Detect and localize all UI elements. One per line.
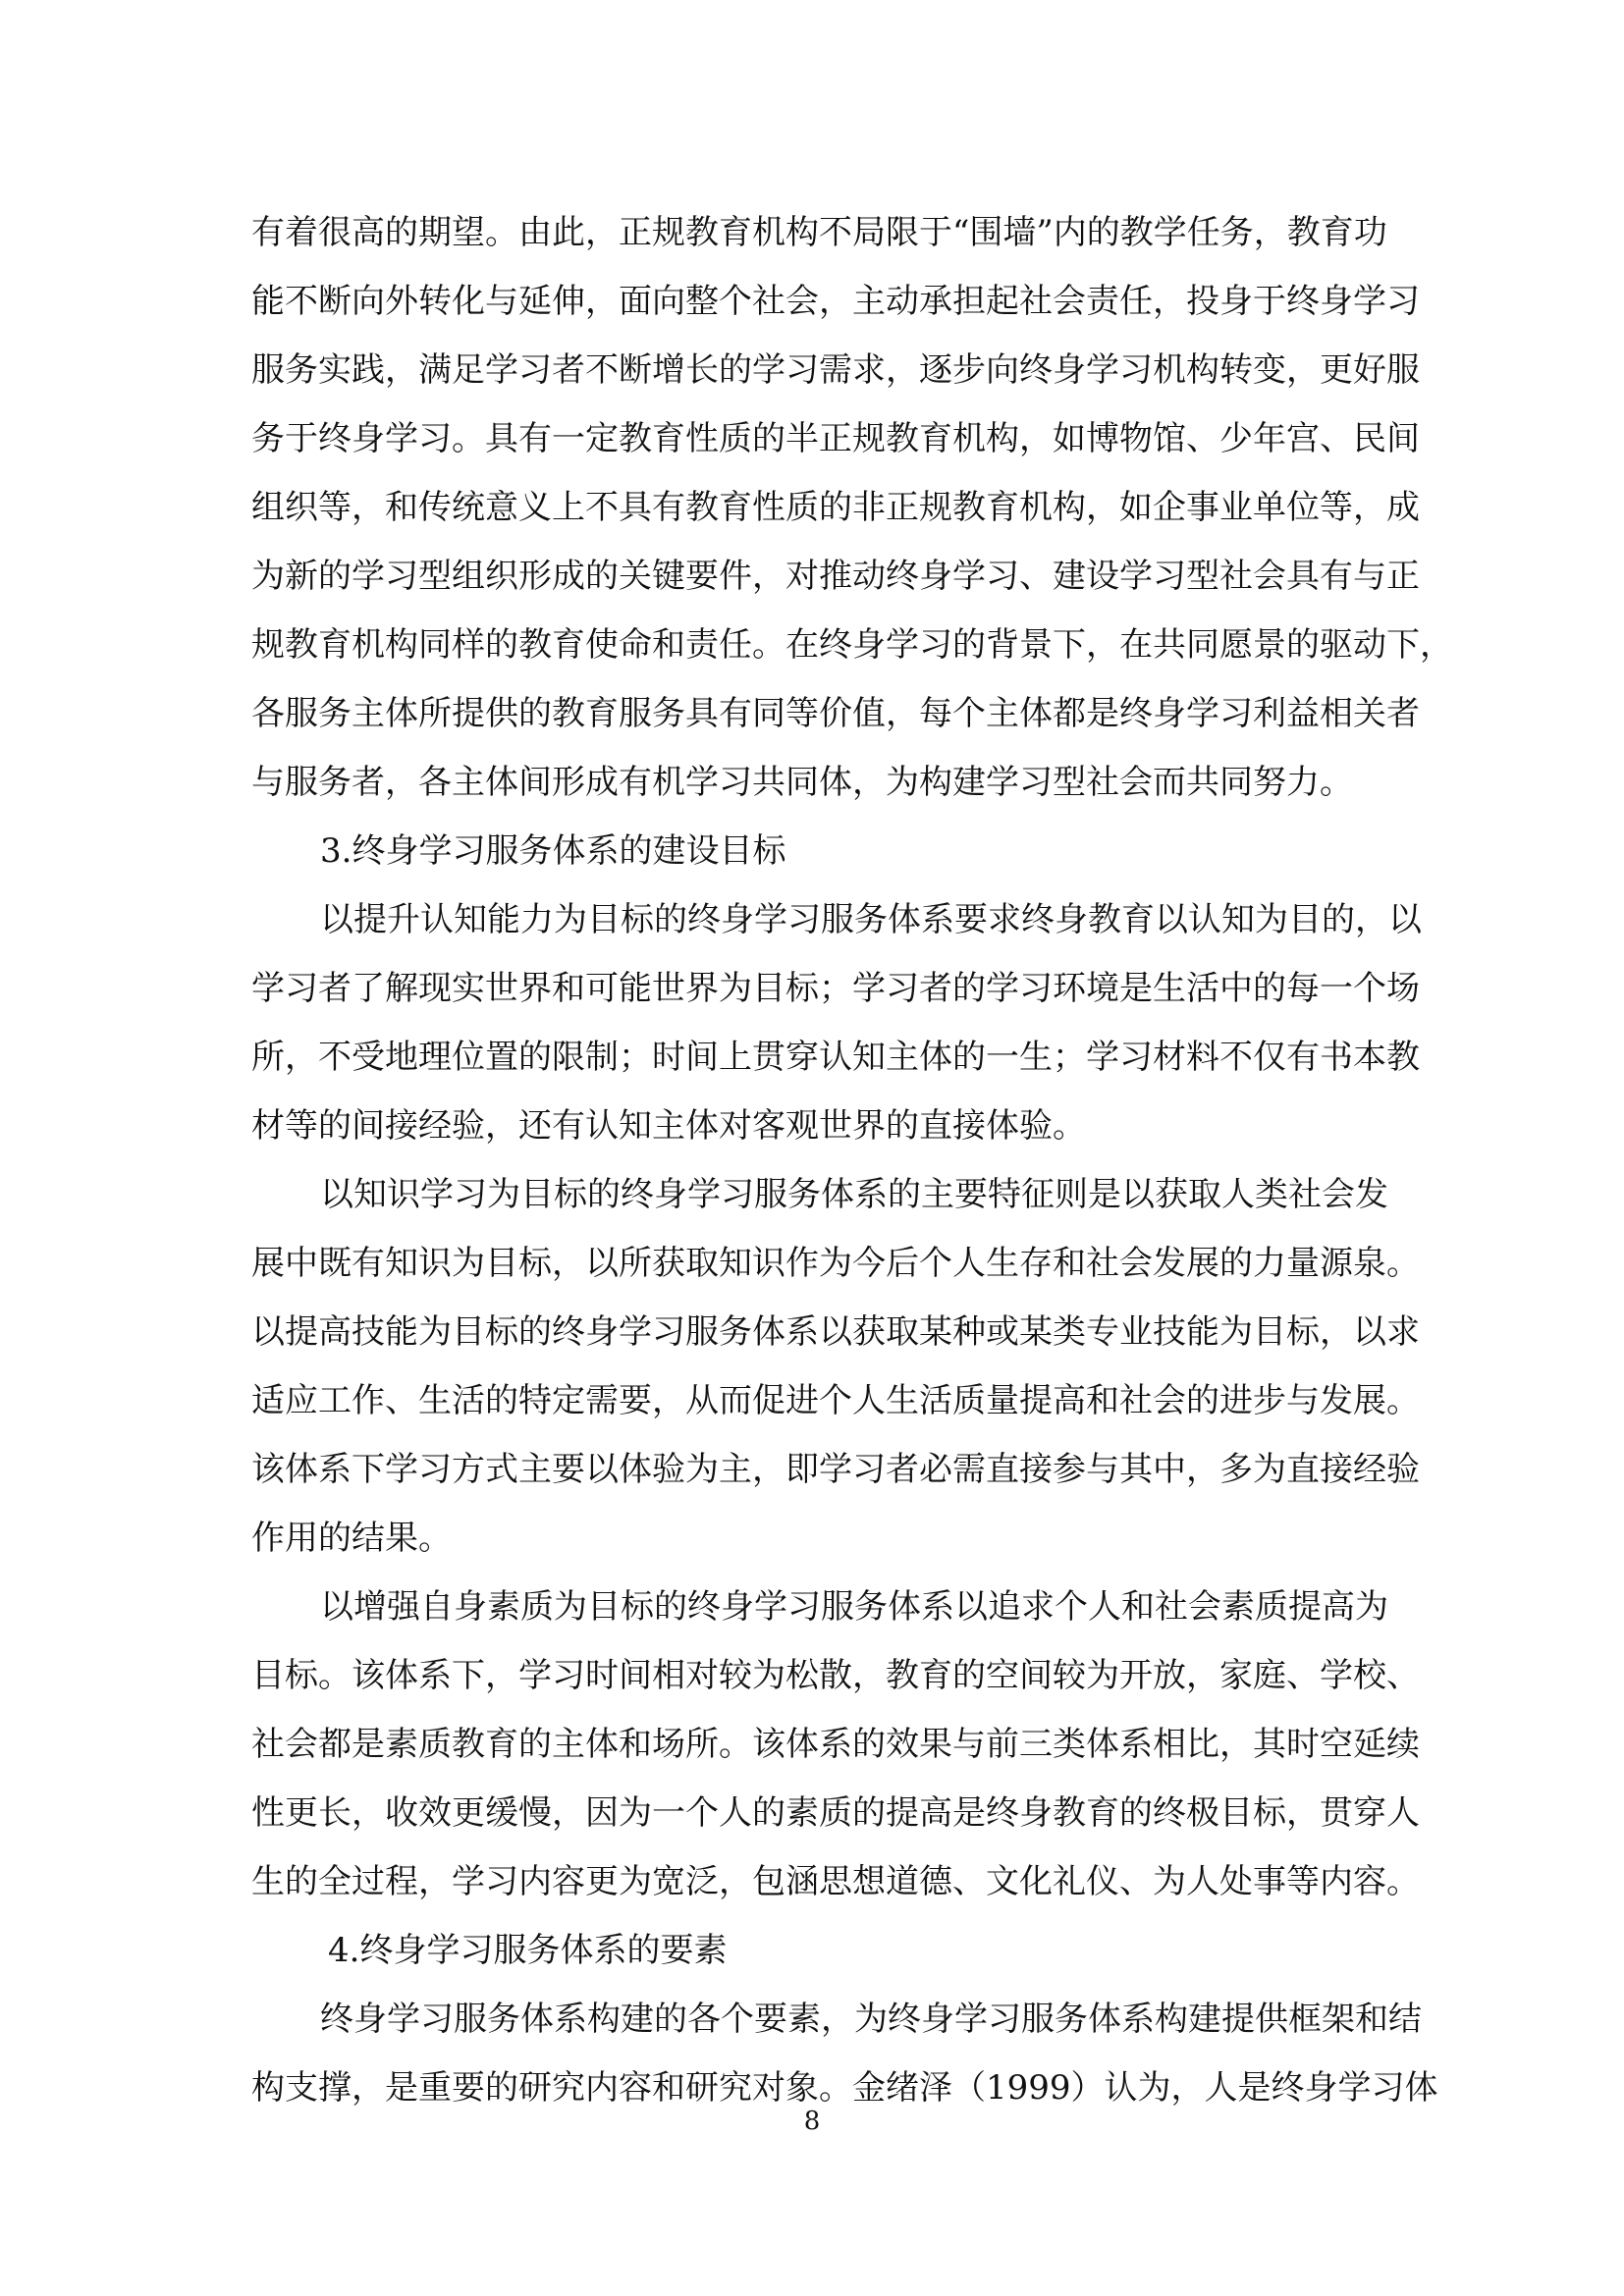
paragraph-quality	[251, 1573, 1420, 1916]
text-line: 有着很高的期望。由此，正规教育机构不局限于“围墙”内的教学任务，教育功	[251, 213, 1387, 252]
text-line: 目标。该体系下，学习时间相对较为松散，教育的空间较为开放，家庭、学校、	[251, 1656, 1420, 1695]
body-text	[251, 198, 1453, 2122]
text-line: 适应工作、生活的特定需要，从而促进个人生活质量提高和社会的进步与发展。	[251, 1381, 1420, 1420]
text-line: 终身学习服务体系构建的各个要素，为终身学习服务体系构建提供框架和结	[320, 2000, 1422, 2039]
text-line: 以知识学习为目标的终身学习服务体系的主要特征则是以获取人类社会发	[320, 1175, 1388, 1214]
text-line: 以提升认知能力为目标的终身学习服务体系要求终身教育以认知为目的，以	[320, 900, 1422, 939]
paragraph-elements	[251, 1985, 1438, 2122]
paragraph-knowledge-skills	[251, 1160, 1420, 1573]
text-line: 学习者了解现实世界和可能世界为目标；学习者的学习环境是生活中的每一个场	[251, 969, 1420, 1008]
page-number: 8	[803, 2107, 821, 2136]
text-line: 能不断向外转化与延伸，面向整个社会，主动承担起社会责任，投身于终身学习	[251, 282, 1420, 321]
paragraph-institutions	[251, 198, 1453, 817]
text-line: 构支撑，是重要的研究内容和研究对象。金绪泽（1999）认为，人是终身学习体	[251, 2068, 1438, 2108]
text-line: 规教育机构同样的教育使命和责任。在终身学习的背景下，在共同愿景的驱动下，	[251, 625, 1453, 665]
text-line: 生的全过程，学习内容更为宽泛，包涵思想道德、文化礼仪、为人处事等内容。	[251, 1862, 1420, 1901]
text-line: 展中既有知识为目标，以所获取知识作为今后个人生存和社会发展的力量源泉。	[251, 1244, 1420, 1283]
section-heading-4: 4.终身学习服务体系的要素	[328, 1931, 728, 1970]
text-line: 组织等，和传统意义上不具有教育性质的非正规教育机构，如企事业单位等，成	[251, 488, 1420, 527]
text-line: 社会都是素质教育的主体和场所。该体系的效果与前三类体系相比，其时空延续	[251, 1725, 1420, 1764]
text-line: 材等的间接经验，还有认知主体对客观世界的直接体验。	[251, 1106, 1086, 1146]
paragraph-cognitive	[251, 885, 1422, 1160]
text-line: 所，不受地理位置的限制；时间上贯穿认知主体的一生；学习材料不仅有书本教	[251, 1038, 1420, 1077]
text-line: 该体系下学习方式主要以体验为主，即学习者必需直接参与其中，多为直接经验	[251, 1450, 1420, 1489]
text-line: 与服务者，各主体间形成有机学习共同体，为构建学习型社会而共同努力。	[251, 763, 1353, 802]
text-line: 性更长，收效更缓慢，因为一个人的素质的提高是终身教育的终极目标，贯穿人	[251, 1793, 1420, 1833]
text-line: 以提高技能为目标的终身学习服务体系以获取某种或某类专业技能为目标，以求	[251, 1312, 1420, 1352]
section-heading-3: 3.终身学习服务体系的建设目标	[320, 831, 786, 871]
text-line: 以增强自身素质为目标的终身学习服务体系以追求个人和社会素质提高为	[320, 1587, 1388, 1627]
text-line: 务于终身学习。具有一定教育性质的半正规教育机构，如博物馆、少年宫、民间	[251, 419, 1420, 458]
text-line: 各服务主体所提供的教育服务具有同等价值，每个主体都是终身学习利益相关者	[251, 694, 1420, 733]
text-line: 作用的结果。	[251, 1519, 452, 1558]
text-line: 为新的学习型组织形成的关键要件，对推动终身学习、建设学习型社会具有与正	[251, 557, 1420, 596]
text-line: 服务实践，满足学习者不断增长的学习需求，逐步向终身学习机构转变，更好服	[251, 350, 1420, 390]
